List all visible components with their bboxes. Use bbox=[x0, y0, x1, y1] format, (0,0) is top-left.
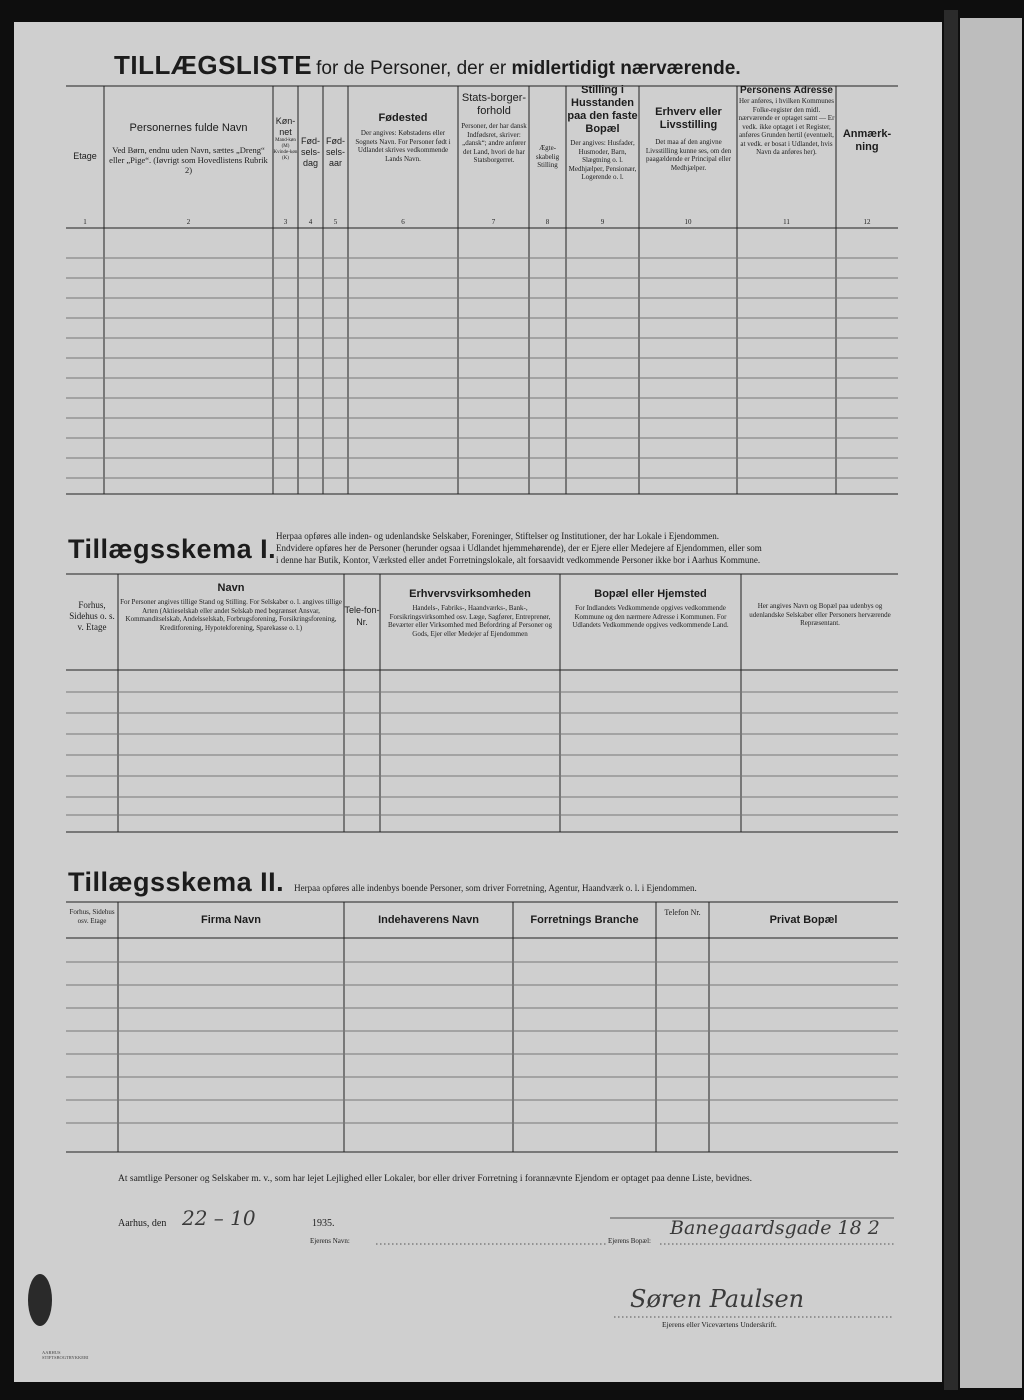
col-number: 7 bbox=[491, 218, 496, 226]
declaration-text: At samtlige Personer og Selskaber m. v., som har lejet Lejlighed eller Lokaler, bor eller driver Forretning i forannævnte Ejendom er optaget paa denne Liste, bevidnes. bbox=[118, 1174, 752, 1184]
title-main: TILLÆGSLISTE bbox=[114, 50, 313, 80]
s1-col-representative-header: Her angives Navn og Bopæl paa udenbys og udenlandske Selskaber eller Personers herværende Repræsentant. bbox=[749, 602, 891, 627]
form-page bbox=[14, 22, 942, 1382]
col-name-header: Personernes fulde Navn Ved Børn, endnu uden Navn, sættes „Dreng“ eller „Pige“. (Iøvrigt som Hovedlistens Rubrik 2) bbox=[109, 122, 268, 175]
title-sub: for de Personer, der er bbox=[316, 58, 512, 79]
col-number: 12 bbox=[863, 218, 871, 226]
title-sub-bold: midlertidigt nærværende. bbox=[511, 58, 741, 79]
col-birthplace-header: Fødested Der angives: Købstadens eller Sognets Navn. For Personer født i Udlandet skrives vedkommende Lands Navn. bbox=[355, 112, 451, 163]
col-remark-header: Anmærk-ning bbox=[842, 128, 892, 153]
col-marital-header: Ægte-skabelig Stilling bbox=[535, 144, 560, 169]
schema2-heading bbox=[68, 867, 697, 898]
printer-imprint: AARHUS STIFTSBOGTRYKKERI bbox=[42, 1350, 89, 1360]
col-occupation-header: Erhverv eller Livsstilling Det maa af den angivne Livsstilling kunne ses, om den paagældende er Principal eller Medhjælper. bbox=[645, 106, 732, 172]
ink-blot bbox=[28, 1274, 52, 1326]
schema2-title: Tillægsskema II. bbox=[68, 867, 285, 897]
s1-col-floor-header: Forhus, Sidehus o. s. v. Etage bbox=[69, 600, 115, 632]
schema1-intro-line: Endvidere opføres her de Personer (herunder ogsaa i Udlandet hjemmehørende), der er Ejere eller Medejere af Ejendommen, eller som bbox=[276, 543, 762, 553]
col-sex-header: Køn-net Mand-køn (M) Kvinde-køn (K) bbox=[273, 116, 298, 161]
col-number: 8 bbox=[545, 218, 550, 226]
col-number: 11 bbox=[783, 218, 790, 226]
col-number: 10 bbox=[684, 218, 692, 226]
col-number: 5 bbox=[333, 218, 338, 226]
place-label: Aarhus, den bbox=[118, 1218, 167, 1229]
col-number: 9 bbox=[600, 218, 605, 226]
s2-col-private-address-header: Privat Bopæl bbox=[769, 914, 838, 926]
col-household-header: Stilling i Husstanden paa den faste Bopæl Der angives: Husfader, Husmoder, Barn, Slægtning o. l. Medhjælper, Pensionær, Logerende o. l. bbox=[567, 84, 638, 181]
s1-col-residence-header: Bopæl eller Hjemsted For Indlandets Vedkommende opgives vedkommende Kommune og den nærmere Adresse i Kommunen. For Udlandets Vedkommende opgives vedkommende Land. bbox=[572, 588, 729, 629]
schema2-intro: Herpaa opføres alle indenbys boende Personer, som driver Forretning, Agentur, Haandværk o. l. i Ejendommen. bbox=[294, 883, 697, 893]
signature-label: Ejerens eller Viceværtens Underskrift. bbox=[662, 1320, 777, 1329]
col-etage-header: Etage bbox=[73, 151, 97, 161]
col-number: 3 bbox=[283, 218, 288, 226]
col-birthyear-header: Fød-sels-aar bbox=[325, 136, 345, 168]
s2-col-firm-header: Firma Navn bbox=[201, 914, 261, 926]
signature-handwritten: Søren Paulsen bbox=[630, 1285, 805, 1313]
col-number: 2 bbox=[186, 218, 191, 226]
s2-col-owner-header: Indehaverens Navn bbox=[378, 914, 479, 926]
owner-address-handwritten: Banegaardsgade 18 2 bbox=[670, 1217, 880, 1239]
col-citizenship-header: Stats-borger-forhold Personer, der har dansk Indfødsret, skriver: „dansk“; andre anfører det Land, hvori de har Statsborgerret. bbox=[461, 92, 527, 164]
owner-address-label: Ejerens Bopæl: bbox=[608, 1237, 651, 1245]
s1-col-business-header: Erhvervsvirksomheden Handels-, Fabriks-, Haandværks-, Bank-, Forsikringsvirksomhed osv. Læge, Sagfører, Entreprenør, Beværter eller Virksomhed med Befordring af Personer og Gods, Ejer eller Medejer af Ejendommen bbox=[387, 588, 553, 638]
date-handwritten: 22 – 10 bbox=[182, 1206, 256, 1230]
s1-col-name-header: Navn For Personer angives tillige Stand og Stilling. For Selskaber o. l. angives tillige Arten (Aktieselskab eller andet Selskab med begrænset Ansvar, Kommanditselskab, Andelsselskab, Forbrugsforening, Forsikringsforening, Kreditforening, Hypotekforening, Sparekasse o. l.) bbox=[120, 582, 342, 632]
s2-col-phone-header: Telefon Nr. bbox=[664, 908, 701, 917]
col-number: 6 bbox=[401, 218, 405, 226]
col-number: 1 bbox=[83, 218, 87, 226]
s2-col-floor-header: Forhus, Sidehus osv. Etage bbox=[69, 908, 115, 925]
schema1-intro bbox=[276, 530, 902, 566]
schema1-title: Tillægsskema I. bbox=[68, 534, 277, 564]
schema1-intro-line: Herpaa opføres alle inden- og udenlandske Selskaber, Foreninger, Stiftelser og Institutioner, der har Lokale i Ejendommen. bbox=[276, 531, 720, 541]
schema1-intro-line: i denne har Butik, Kontor, Værksted eller andet Forretningslokale, alt forsaavidt vedkommende Personer ikke bor i Aarhus Kommune. bbox=[276, 555, 761, 565]
s2-col-branch-header: Forretnings Branche bbox=[530, 914, 639, 926]
col-number: 4 bbox=[308, 218, 313, 226]
year-label: 1935. bbox=[312, 1218, 335, 1229]
adjacent-page bbox=[960, 18, 1022, 1388]
binding-edge bbox=[944, 10, 958, 1390]
col-birthday-header: Fød-sels-dag bbox=[300, 136, 320, 168]
s1-col-phone-header: Tele-fon-Nr. bbox=[344, 605, 380, 627]
col-address-header: Personens Adresse Her anføres, i hvilken Kommunes Folke-register den midl. nærværende er optaget samt — Er vedk. ikke optaget i et Register, anføres Grunden hertil (eventuelt, at vedk. er bosat i Udlandet, hvis Navn da anføres her). bbox=[738, 85, 835, 156]
owner-name-label: Ejerens Navn: bbox=[310, 1237, 350, 1245]
